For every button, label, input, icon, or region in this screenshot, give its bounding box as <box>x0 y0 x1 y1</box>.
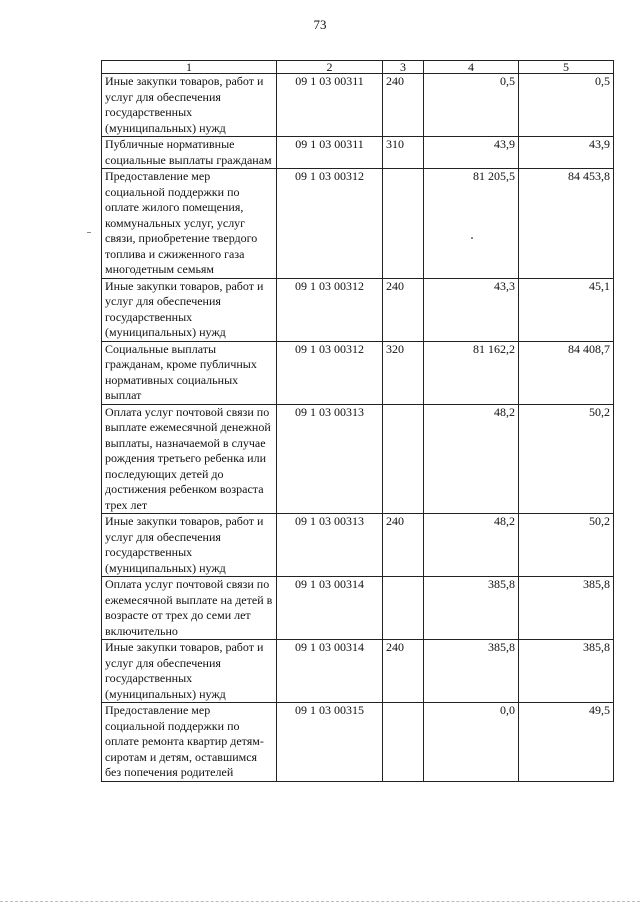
row-code: 09 1 03 00312 <box>277 341 383 404</box>
header-col-5: 5 <box>519 61 614 74</box>
row-name: Оплата услуг почтовой связи по выплате ежемесячной денежной выплаты, назначаемой в случае рождения третьего ребенка или последующих детей до достижения ребенком возраста трех лет <box>102 404 277 514</box>
row-name: Социальные выплаты гражданам, кроме публичных нормативных социальных выплат <box>102 341 277 404</box>
row-value-1: 81 162,2 <box>424 341 519 404</box>
row-name: Иные закупки товаров, работ и услуг для обеспечения государственных (муниципальных) нужд <box>102 640 277 703</box>
row-name: Иные закупки товаров, работ и услуг для обеспечения государственных (муниципальных) нужд <box>102 74 277 137</box>
row-code: 09 1 03 00312 <box>277 169 383 279</box>
row-type: 310 <box>383 137 424 169</box>
row-name: Публичные нормативные социальные выплаты гражданам <box>102 137 277 169</box>
row-code: 09 1 03 00311 <box>277 74 383 137</box>
row-value-2: 45,1 <box>519 278 614 341</box>
table-row <box>102 514 614 577</box>
row-value-1: 81 205,5 <box>424 169 519 279</box>
table-header-row <box>102 61 614 74</box>
table-body <box>102 74 614 782</box>
row-name: Иные закупки товаров, работ и услуг для обеспечения государственных (муниципальных) нужд <box>102 514 277 577</box>
row-type: 240 <box>383 74 424 137</box>
row-value-1: 385,8 <box>424 640 519 703</box>
row-value-2: 0,5 <box>519 74 614 137</box>
table-row <box>102 137 614 169</box>
table-row <box>102 74 614 137</box>
row-value-1: 0,0 <box>424 703 519 782</box>
row-value-1: 48,2 <box>424 514 519 577</box>
row-value-1: 43,3 <box>424 278 519 341</box>
table-row <box>102 169 614 279</box>
row-value-2: 43,9 <box>519 137 614 169</box>
table-row <box>102 577 614 640</box>
table-row <box>102 703 614 782</box>
header-col-1: 1 <box>102 61 277 74</box>
row-code: 09 1 03 00312 <box>277 278 383 341</box>
row-name: Иные закупки товаров, работ и услуг для обеспечения государственных (муниципальных) нужд <box>102 278 277 341</box>
table-row <box>102 404 614 514</box>
row-value-2: 50,2 <box>519 514 614 577</box>
row-code: 09 1 03 00313 <box>277 514 383 577</box>
row-code: 09 1 03 00311 <box>277 137 383 169</box>
row-value-2: 50,2 <box>519 404 614 514</box>
row-name: Предоставление мер социальной поддержки по оплате жилого помещения, коммунальных услуг, услуг связи, приобретение твердого топлива и сжиженного газа многодетным семьям <box>102 169 277 279</box>
scan-mark <box>471 237 473 239</box>
page-number: 73 <box>313 17 327 32</box>
header-col-4: 4 <box>424 61 519 74</box>
header-col-2: 2 <box>277 61 383 74</box>
budget-table <box>101 60 614 782</box>
row-code: 09 1 03 00314 <box>277 577 383 640</box>
row-name: Оплата услуг почтовой связи по ежемесячной выплате на детей в возрасте от трех до семи лет включительно <box>102 577 277 640</box>
row-value-2: 84 453,8 <box>519 169 614 279</box>
row-type <box>383 577 424 640</box>
row-type: 240 <box>383 278 424 341</box>
row-value-1: 48,2 <box>424 404 519 514</box>
row-value-2: 385,8 <box>519 640 614 703</box>
row-type <box>383 169 424 279</box>
row-value-1: 0,5 <box>424 74 519 137</box>
row-type: 320 <box>383 341 424 404</box>
row-value-1: 385,8 <box>424 577 519 640</box>
table-row <box>102 278 614 341</box>
row-type <box>383 703 424 782</box>
row-type: 240 <box>383 514 424 577</box>
row-type: 240 <box>383 640 424 703</box>
row-code: 09 1 03 00315 <box>277 703 383 782</box>
scan-mark <box>87 232 91 233</box>
row-code: 09 1 03 00313 <box>277 404 383 514</box>
table-row <box>102 341 614 404</box>
row-value-2: 385,8 <box>519 577 614 640</box>
page-edge <box>0 901 640 903</box>
row-name: Предоставление мер социальной поддержки по оплате ремонта квартир детям-сиротам и детям, оставшимся без попечения родителей <box>102 703 277 782</box>
table-row <box>102 640 614 703</box>
header-col-3: 3 <box>383 61 424 74</box>
row-code: 09 1 03 00314 <box>277 640 383 703</box>
row-type <box>383 404 424 514</box>
row-value-2: 84 408,7 <box>519 341 614 404</box>
row-value-2: 49,5 <box>519 703 614 782</box>
row-value-1: 43,9 <box>424 137 519 169</box>
